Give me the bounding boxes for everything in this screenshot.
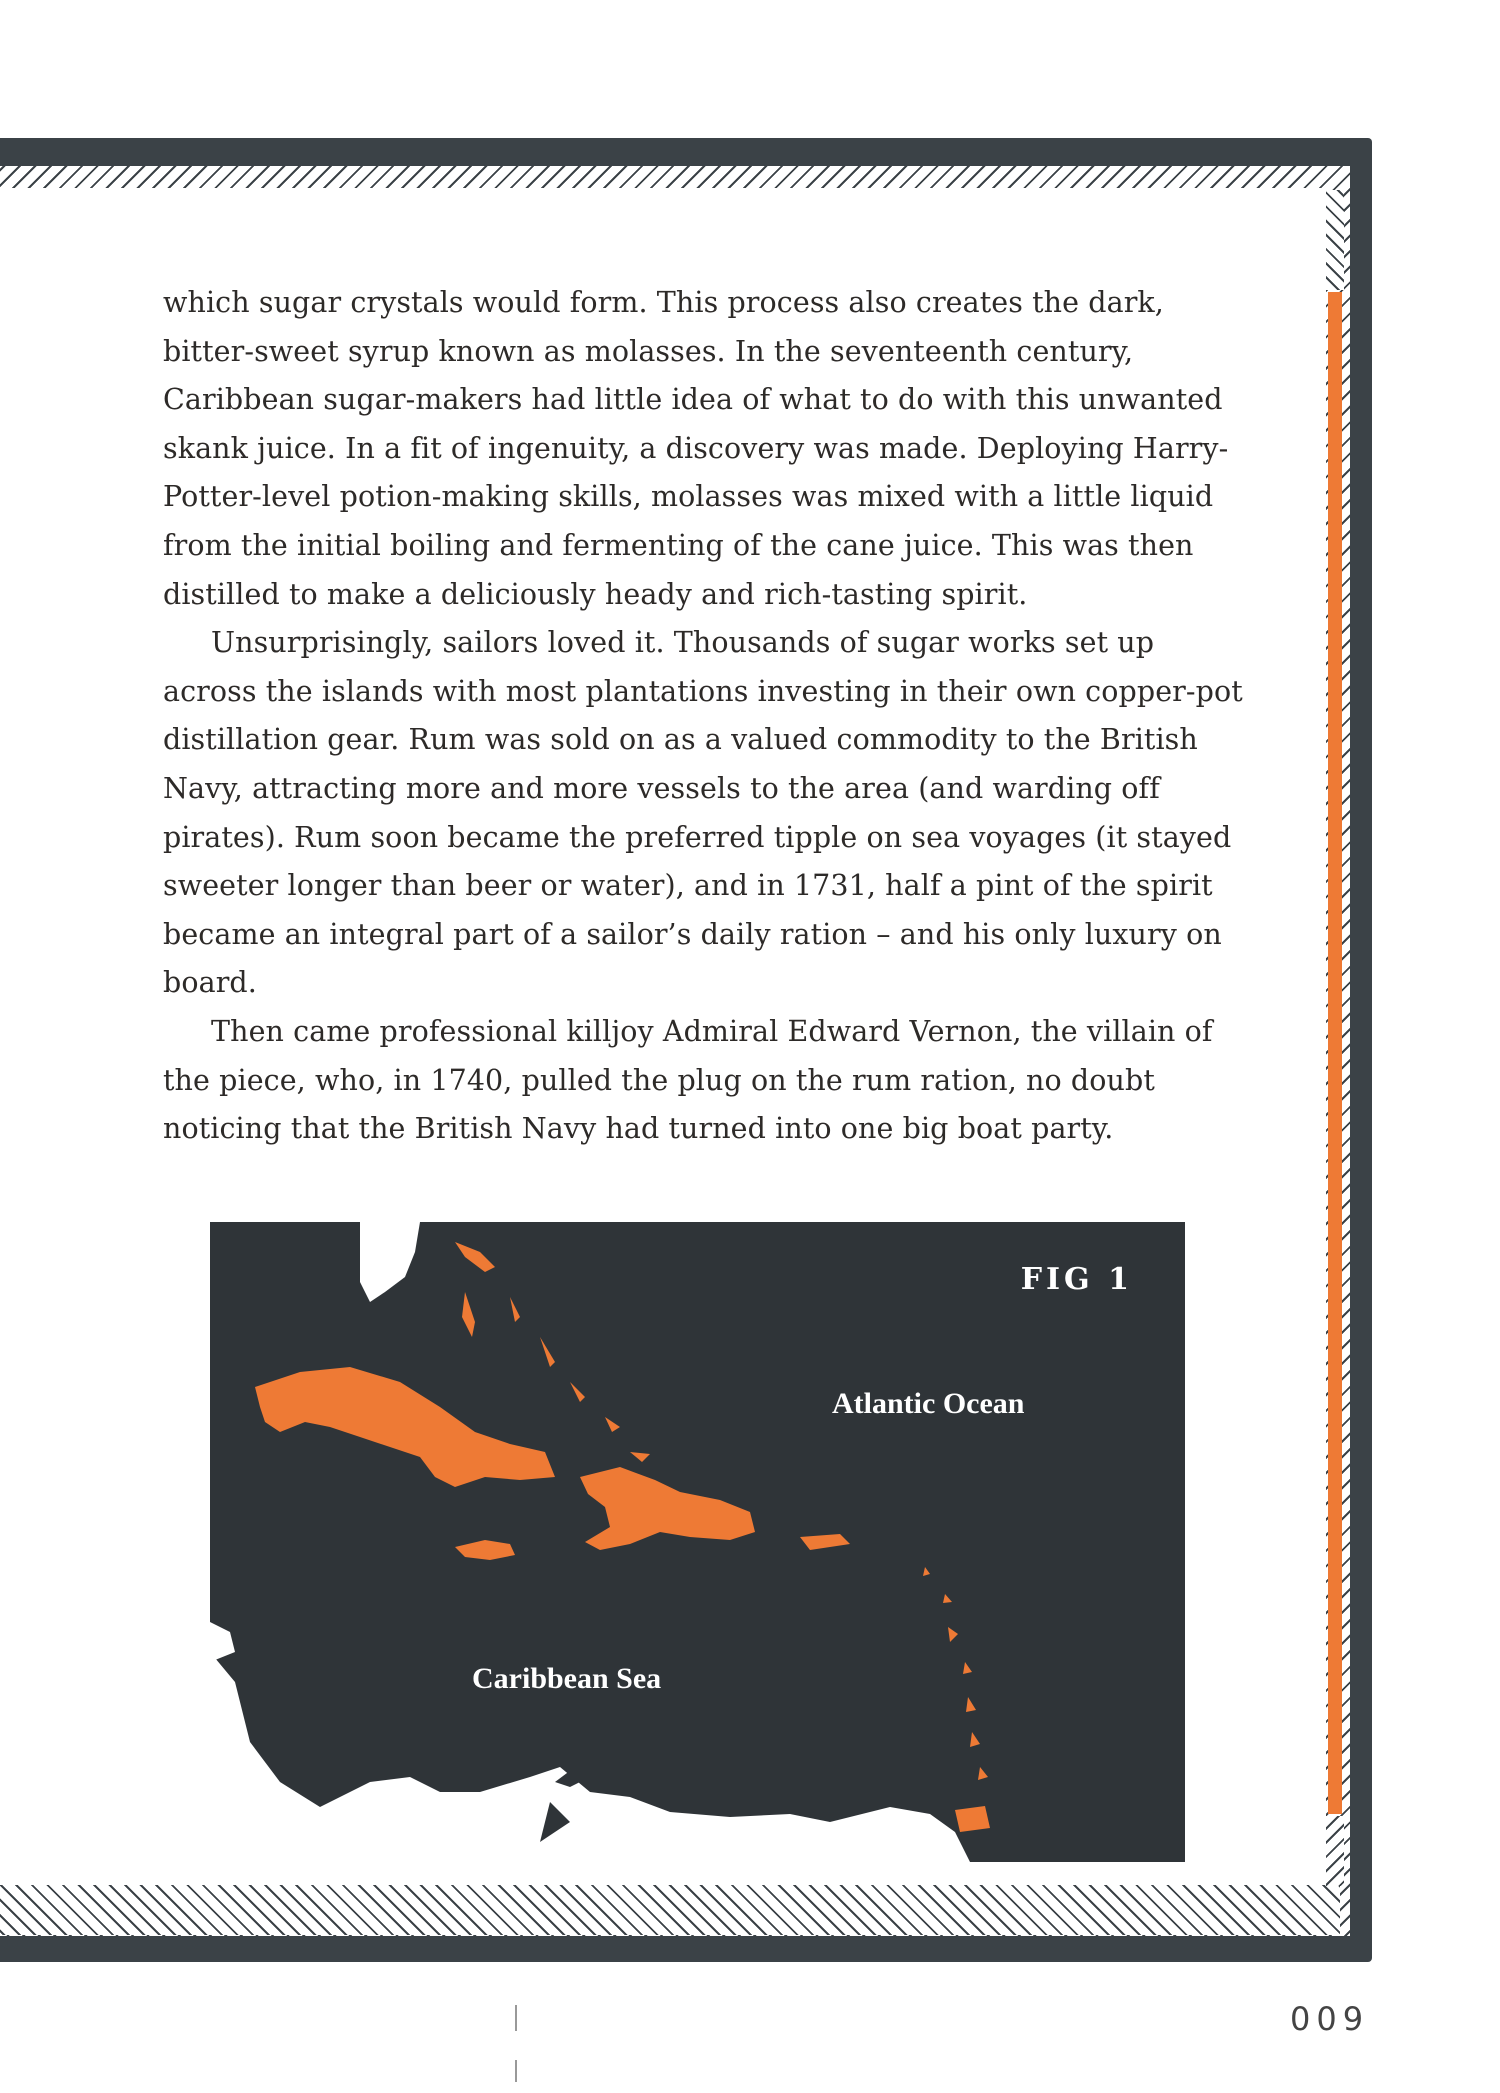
- side-hatch-bottom: [1326, 1816, 1344, 1886]
- bahamas-islands: [455, 1242, 495, 1272]
- paragraph-3: Then came professional killjoy Admiral Edward Vernon, the villain of the piece, who, in 1740, pulled the plug on the rum ration, no doubt noticing that the British Navy had turned into one big boat party.: [163, 1014, 1213, 1146]
- frame-hatch-bottom: [0, 1885, 1340, 1935]
- florida-land: [360, 1222, 420, 1302]
- hispaniola-island: [580, 1467, 755, 1550]
- central-america-land: [210, 1622, 235, 1662]
- gutter-mark: [515, 2005, 517, 2031]
- figure-label: FIG 1: [1020, 1262, 1133, 1297]
- gutter-mark: [515, 2060, 517, 2082]
- caribbean-sea-label: Caribbean Sea: [472, 1662, 662, 1695]
- caribbean-map: [210, 1222, 1185, 1862]
- paragraph-2: Unsurprisingly, sailors loved it. Thousands of sugar works set up across the islands with most plantations investing in their own copper-pot distillation gear. Rum was sold on as a valued commodity to the British Navy, attracting more and more vessels to the area (and warding off pirates). Rum soon became the preferred tipple on sea voyages (it stayed sweeter longer than beer or water), and in 1731, half a pint of the spirit became an integral part of a sailor’s daily ration – and his only luxury on board.: [163, 626, 1243, 1000]
- trinidad-island: [955, 1806, 990, 1832]
- cuba-island: [255, 1367, 555, 1487]
- side-hatch-top: [1326, 190, 1344, 290]
- paragraph-1: which sugar crystals would form. This process also creates the dark, bitter-sweet syrup known as molasses. In the seventeenth century, Caribbean sugar-makers had little idea of what to do with this unwanted skank juice. In a fit of ingenuity, a discovery was made. Deploying Harry-Potter-level potion-making skills, molasses was mixed with a little liquid from the initial boiling and fermenting of the cane juice. This was then distilled to make a deliciously heady and rich-tasting spirit.: [163, 286, 1229, 611]
- body-text: [163, 279, 1243, 1154]
- accent-bar: [1328, 292, 1342, 1814]
- lesser-antilles: [923, 1567, 988, 1780]
- jamaica-island: [455, 1540, 515, 1560]
- map-graphic: [210, 1222, 1185, 1862]
- atlantic-ocean-label: Atlantic Ocean: [832, 1387, 1025, 1420]
- puerto-rico-island: [800, 1534, 850, 1550]
- page-number: 009: [1290, 2000, 1370, 2038]
